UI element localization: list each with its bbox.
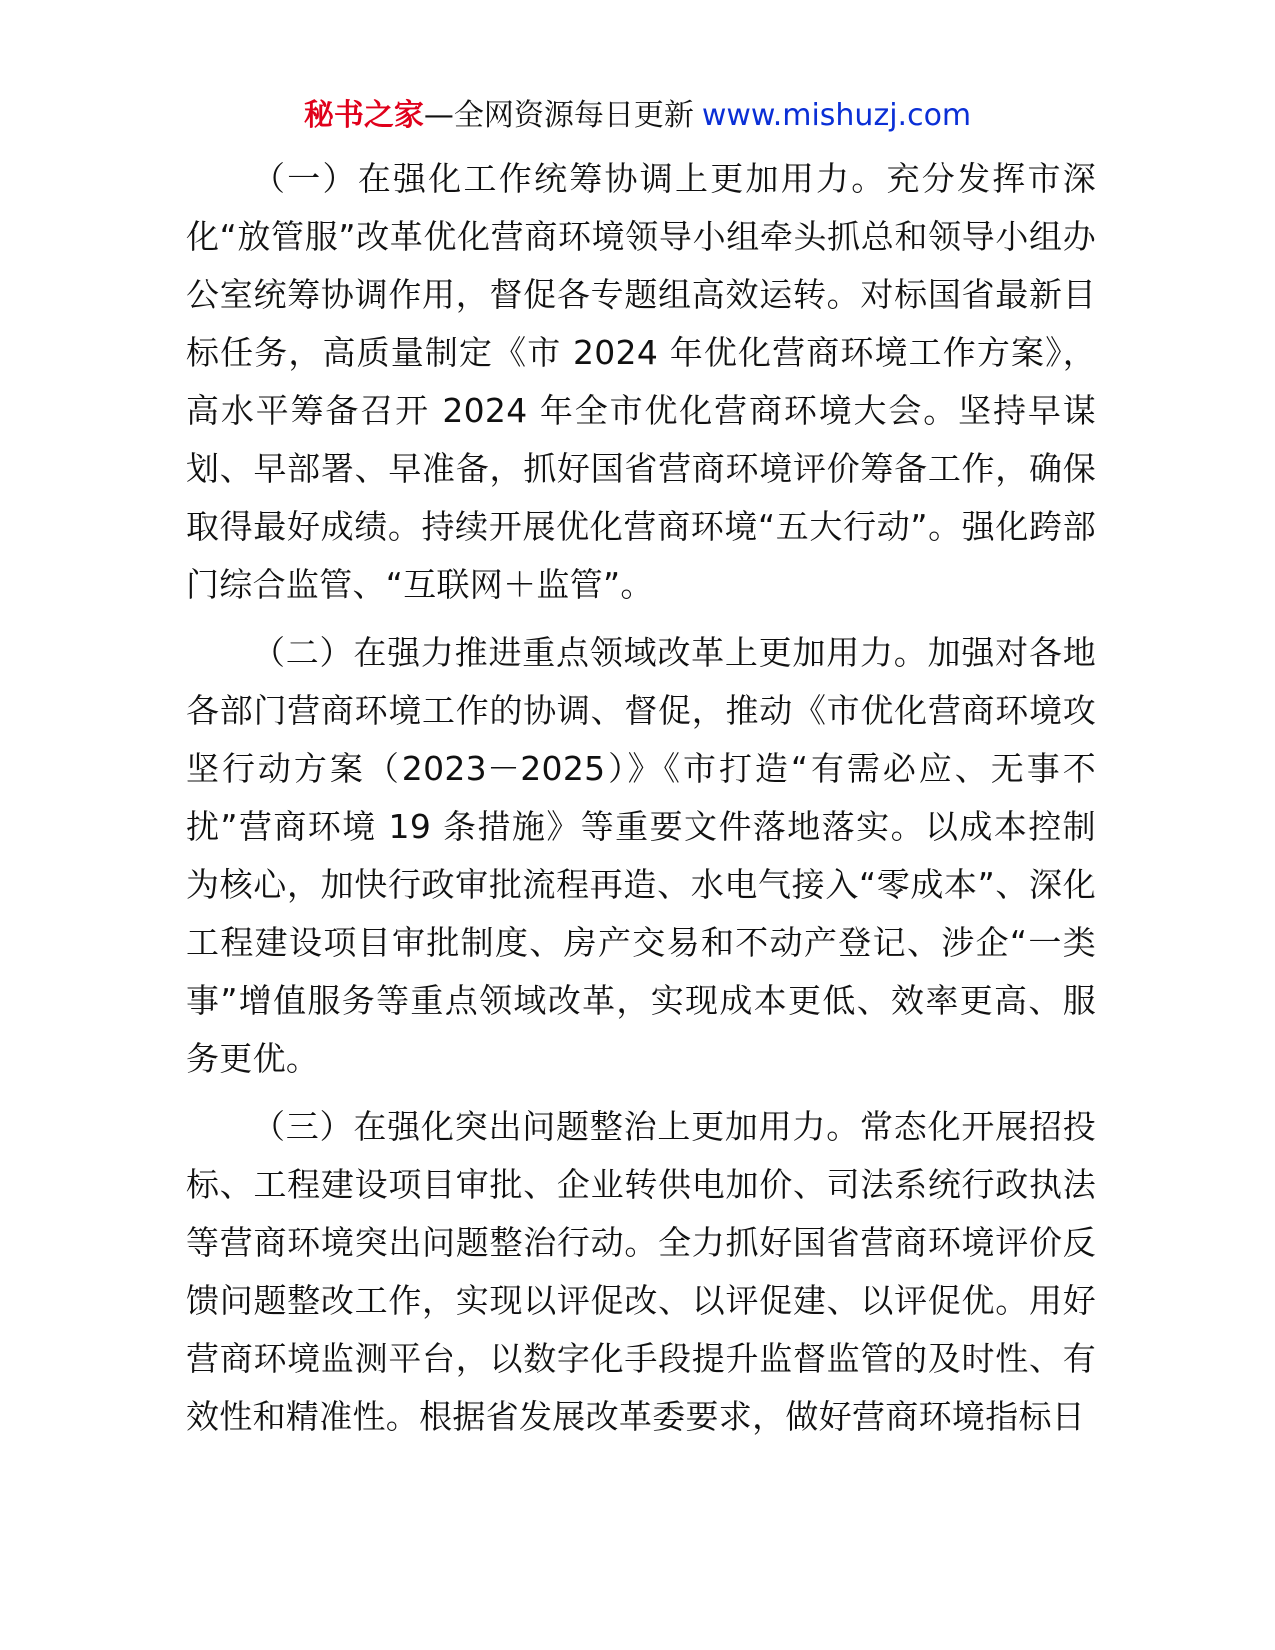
site-tagline: —全网资源每日更新 xyxy=(423,98,694,133)
document-body xyxy=(186,150,1096,1456)
paragraph-1: （一）在强化工作统筹协调上更加用力。充分发挥市深化“放管服”改革优化营商环境领导小组牵头抓总和领导小组办公室统筹协调作用，督促各专题组高效运转。对标国省最新目标任务，高质量制定《市 2024 年优化营商环境工作方案》，高水平筹备召开 2024 年全市优化营商环境大会。坚持早谋划、早部署、早准备，抓好国省营商环境评价筹备工作，确保取得最好成绩。持续开展优化营商环境“五大行动”。强化跨部门综合监管、“互联网＋监管”。 xyxy=(186,159,1096,604)
site-brand: 秘书之家 xyxy=(303,98,424,133)
site-url-link[interactable]: www.mishuzj.com xyxy=(701,98,972,133)
paragraph-2: （二）在强力推进重点领域改革上更加用力。加强对各地各部门营商环境工作的协调、督促，推动《市优化营商环境攻坚行动方案（2023－2025）》《市打造“有需必应、无事不扰”营商环境 19 条措施》等重要文件落地落实。以成本控制为核心，加快行政审批流程再造、水电气接入“零成本”、深化工程建设项目审批制度、房产交易和不动产登记、涉企“一类事”增值服务等重点领域改革，实现成本更低、效率更高、服务更优。 xyxy=(186,633,1096,1078)
site-watermark-header xyxy=(0,96,1275,136)
paragraph-3: （三）在强化突出问题整治上更加用力。常态化开展招投标、工程建设项目审批、企业转供电加价、司法系统行政执法等营商环境突出问题整治行动。全力抓好国省营商环境评价反馈问题整改工作，实现以评促改、以评促建、以评促优。用好营商环境监测平台，以数字化手段提升监督监管的及时性、有效性和精准性。根据省发展改革委要求，做好营商环境指标日 xyxy=(186,1107,1096,1436)
